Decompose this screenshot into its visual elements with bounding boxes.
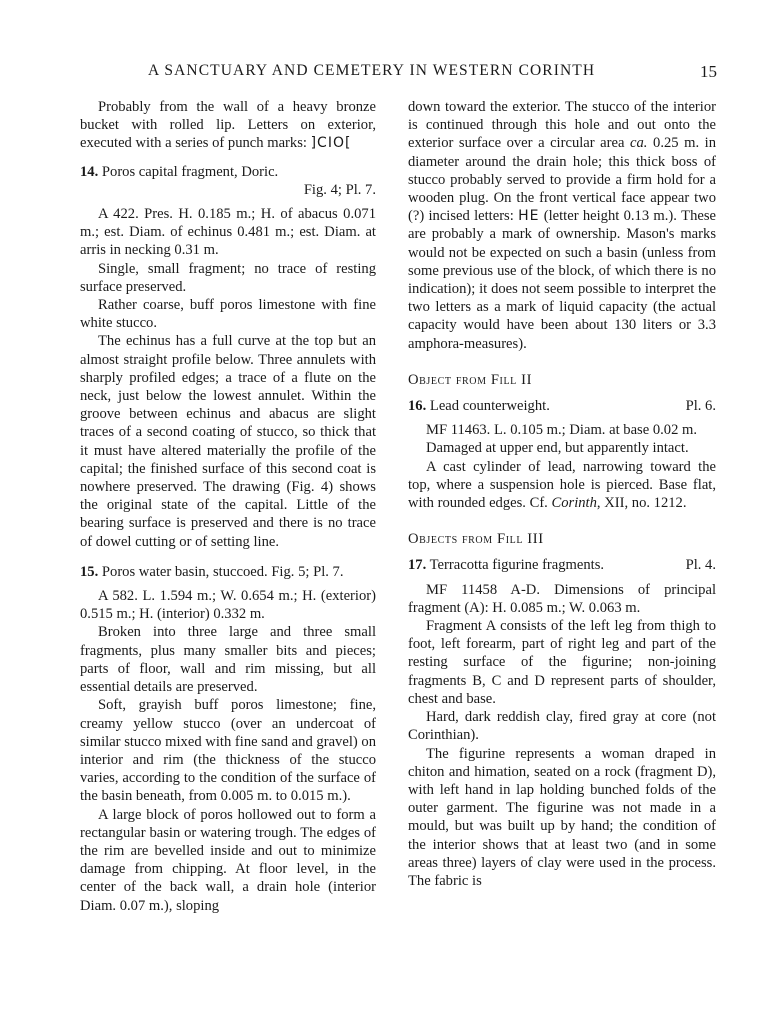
bucket-paragraph: Probably from the wall of a heavy bronze bucket with rolled lip. Letters on exterior, executed with a series of punch marks: ]ϹΙΟ[ — [80, 99, 376, 152]
entry-17-description: The figurine represents a woman draped in chiton and himation, seated on a rock (fragment D), with left hand in lap holding bunched folds of the outer garment. The figurine was not made in a mould, but was built up by hand; the condition of the interior shows that at least two (and in some areas three) layers of clay were used in the process. The fabric is — [408, 745, 716, 889]
entry-15-continuation: down toward the exterior. The stucco of the interior is continued through this hole and out onto the exterior surface over a circular area ca. 0.25 m. in diameter around the drain hole; this thick boss of stucco probably served to provide a firm hold for a wooden plug. On the front vertical face appear two (?) incised letters: ΗΕ (letter height 0.13 m.). These are probably a mark of ownership. Mason's marks would not be expected on such a basin (unless from some previous use of the block, of which there is no indication); it does not seem possible to interpret the two letters as a mark of liquid capacity (the actual capacity would have been about 130 liters or 3.3 amphora-measures). — [408, 99, 717, 352]
entry-16-condition: Damaged at upper end, but apparently intact. — [426, 440, 689, 457]
left-column — [80, 98, 376, 915]
right-column — [408, 98, 716, 890]
entry-16-heading: 16. Lead counterweight. Pl. 6. — [408, 398, 716, 415]
entry-16-dimensions: MF 11463. L. 0.105 m.; Diam. at base 0.02 m. — [426, 422, 698, 439]
entry-14-material: Rather coarse, buff poros limestone with fine white stucco. — [80, 297, 376, 332]
entry-17-fragments: Fragment A consists of the left leg from thigh to foot, left forearm, part of right leg and part of the resting surface of the figurine; non-joining fragments B, C and D represent parts of shoulder, chest and base. — [408, 618, 716, 707]
entry-14-dimensions: A 422. Pres. H. 0.185 m.; H. of abacus 0.071 m.; est. Diam. of echinus 0.481 m.; est. Diam. at arris in necking 0.31 m. — [80, 206, 376, 259]
section-heading-fill-ii: Object from Fill II — [408, 371, 533, 388]
running-header — [0, 62, 781, 86]
entry-14-condition: Single, small fragment; no trace of resting surface preserved. — [80, 260, 376, 295]
page-number: 15 — [700, 62, 717, 81]
incised-letters: ΗΕ — [518, 208, 540, 225]
entry-17-heading: 17. Terracotta figurine fragments. Pl. 4. — [408, 557, 716, 574]
entry-14-figure-ref: Fig. 4; Pl. 7. — [303, 181, 376, 198]
entry-15-condition: Broken into three large and three small fragments, plus many smaller bits and pieces; parts of floor, wall and rim missing, but all essential details are preserved. — [80, 624, 376, 696]
entry-14-heading: 14. Poros capital fragment, Doric. — [80, 163, 279, 180]
entry-17-dimensions: MF 11458 A-D. Dimensions of principal fragment (A): H. 0.085 m.; W. 0.063 m. — [408, 581, 716, 616]
entry-17-material: Hard, dark reddish clay, fired gray at core (not Corinthian). — [408, 709, 716, 744]
entry-15-dimensions: A 582. L. 1.594 m.; W. 0.654 m.; H. (exterior) 0.515 m.; H. (interior) 0.332 m. — [80, 588, 376, 623]
entry-15-material: Soft, grayish buff poros limestone; fine, creamy yellow stucco (over an undercoat of similar stucco mixed with fine sand and gravel) on interior and rim (the thickness of the stucco varies, according to the condition of the surface of the basin beneath, from 0.005 m. to 0.015 m.). — [80, 697, 376, 805]
entry-16-description: A cast cylinder of lead, narrowing toward the top, where a suspension hole is pierced. Base flat, with rounded edges. Cf. Corinth, XII, no. 1212. — [408, 458, 716, 512]
punch-letters: ]ϹΙΟ[ — [310, 135, 352, 152]
section-heading-fill-iii: Objects from Fill III — [408, 531, 544, 548]
entry-14-description: The echinus has a full curve at the top but an almost straight profile below. Three annulets with sharply profiled edges; a trace of a flute on the neck, just below the lowest annulet. Within the groove between echinus and abacus are slight traces of a second coating of stucco, so thick that it must have altered materially the profile of the capital; the finished surface of this second coat is nowhere preserved. The drawing (Fig. 4) shows the original state of the capital. Little of the bearing surface is preserved and there is no trace of dowel cutting or of setting line. — [80, 333, 376, 550]
entry-17-plate-ref: Pl. 4. — [685, 557, 716, 574]
entry-15-description: A large block of poros hollowed out to form a rectangular basin or watering trough. The edges of the rim are bevelled inside and out to minimize damage from chipping. At floor level, in the center of the back wall, a drain hole (interior Diam. 0.07 m.), sloping — [80, 806, 376, 914]
running-title: A SANCTUARY AND CEMETERY IN WESTERN CORINTH — [148, 62, 596, 79]
entry-16-plate-ref: Pl. 6. — [685, 398, 716, 415]
entry-15-heading: 15. Poros water basin, stuccoed. Fig. 5; Pl. 7. — [80, 563, 344, 580]
